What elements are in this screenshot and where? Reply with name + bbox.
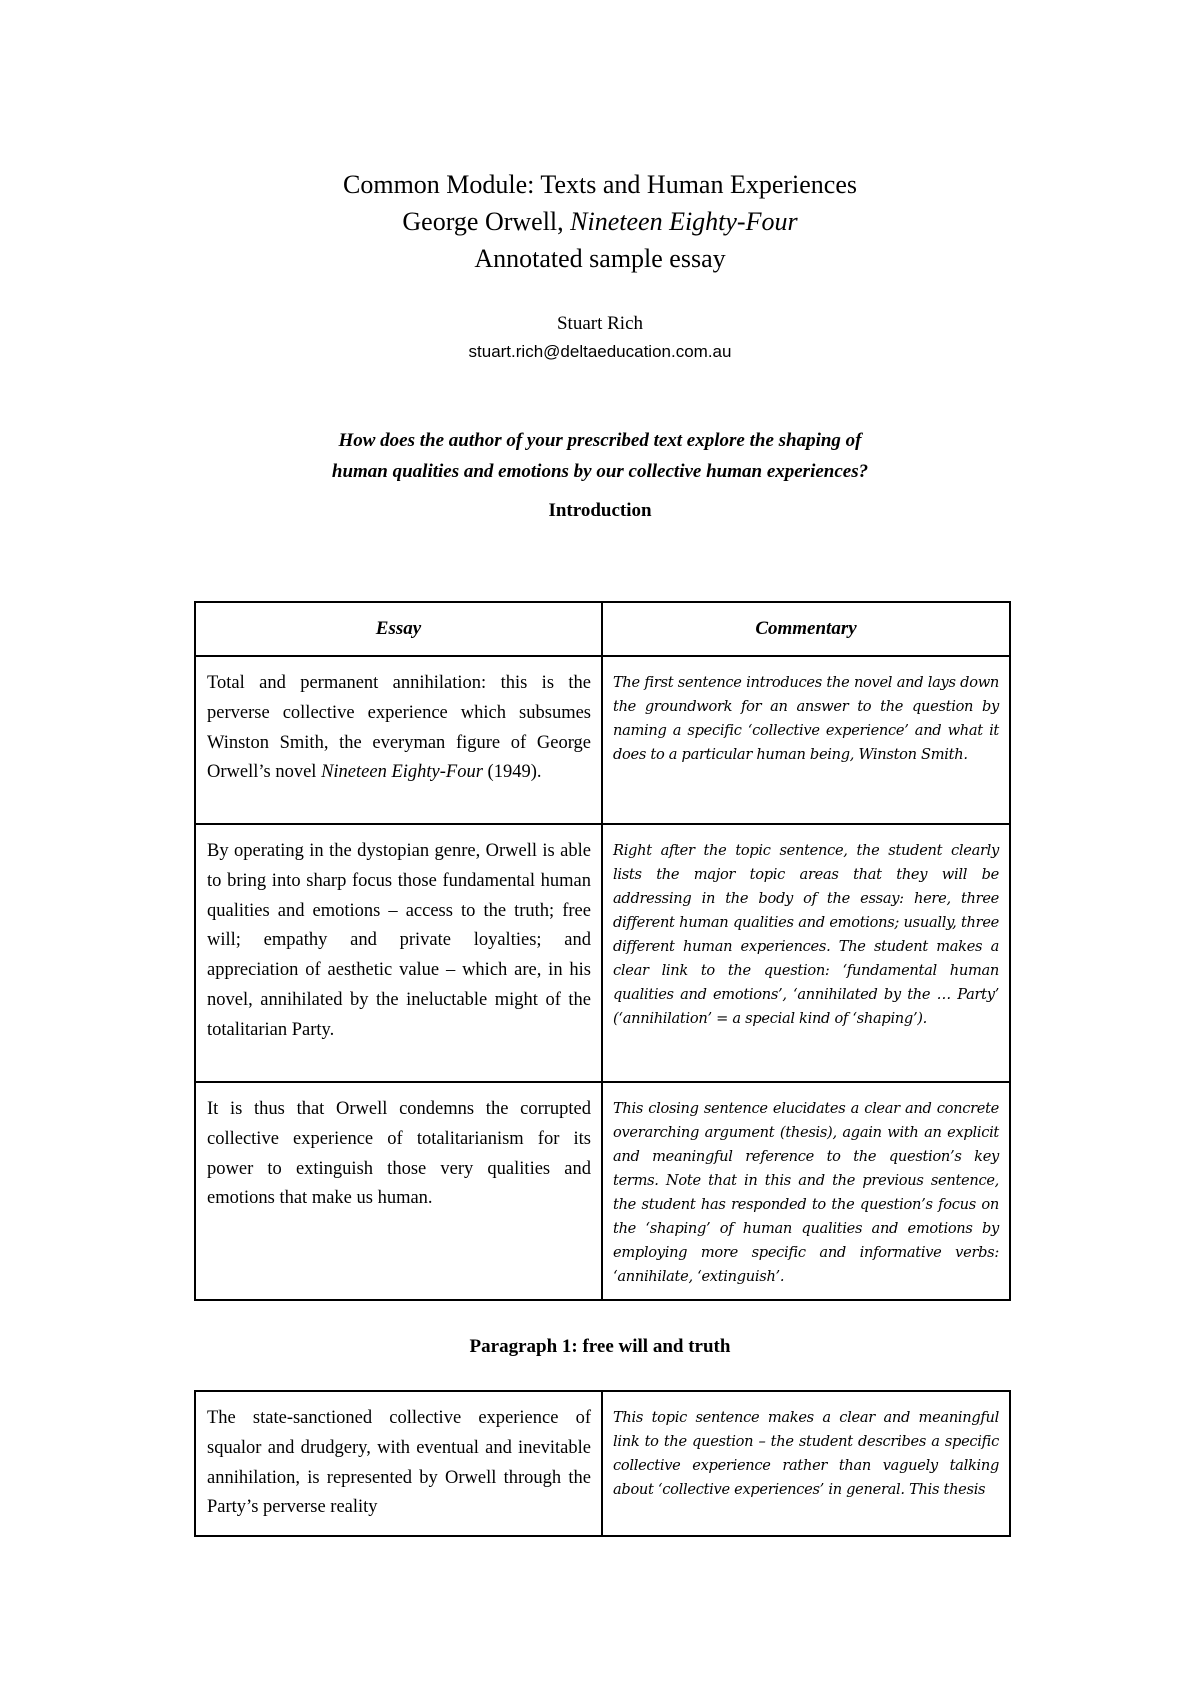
commentary-cell: The first sentence introduces the novel and lays down the groundwork for an answer to the question by naming a specific ‘collective experience’ and what it does to a particular human being, Winston Smith. — [602, 656, 1010, 824]
title-block — [0, 166, 1200, 277]
author-name: Stuart Rich — [556, 313, 644, 334]
text-title: George Orwell, Nineteen Eighty-Four — [402, 207, 798, 236]
essay-question — [0, 425, 1200, 487]
module-title: Common Module: Texts and Human Experiences — [343, 170, 857, 199]
commentary-cell: This closing sentence elucidates a clear and concrete overarching argument (thesis), again with an explicit and meaningful reference to the question’s key terms. Note that in this and the previous sentence, the student has responded to the question’s focus on the ‘shaping’ of human qualities and emotions by employing more specific and informative verbs: ‘annihilate, ‘extinguish’. — [602, 1082, 1010, 1300]
essay-cell: It is thus that Orwell condemns the corrupted collective experience of totalitarianism for its power to extinguish those very qualities and emotions that make us human. — [195, 1082, 602, 1300]
table-header-row — [195, 602, 1010, 656]
document-subtitle: Annotated sample essay — [474, 244, 726, 273]
introduction-heading: Introduction — [548, 500, 652, 521]
table-row — [195, 824, 1010, 1082]
commentary-cell: Right after the topic sentence, the student clearly lists the major topic areas that they will be addressing in the body of the essay: here, three different human qualities and emotions; usually, three different human experiences. The student makes a clear link to the question: ‘fundamental human qualities and emotions’, ‘annihilated by the … Party’ (‘annihilation’ = a special kind of ‘shaping’). — [602, 824, 1010, 1082]
table-row — [195, 656, 1010, 824]
question-line-1: How does the author of your prescribed text explore the shaping of — [338, 430, 862, 451]
commentary-cell: This topic sentence makes a clear and meaningful link to the question – the student describes a specific collective experience rather than vaguely talking about ‘collective experiences’ in general. This thesis — [602, 1391, 1010, 1536]
essay-cell: By operating in the dystopian genre, Orwell is able to bring into sharp focus those fundamental human qualities and emotions – access to the truth; free will; empathy and private loyalties; and appreciation of aesthetic value – which are, in his novel, annihilated by the ineluctable might of the totalitarian Party. — [195, 824, 602, 1082]
question-line-2: human qualities and emotions by our collective human experiences? — [331, 461, 869, 482]
introduction-table — [194, 601, 1011, 1301]
essay-cell: The state-sanctioned collective experience of squalor and drudgery, with eventual and inevitable annihilation, is represented by Orwell through the Party’s perverse reality — [195, 1391, 602, 1536]
essay-column-header: Essay — [195, 602, 602, 656]
author-email[interactable]: stuart.rich@deltaeducation.com.au — [468, 342, 732, 361]
table-row — [195, 1082, 1010, 1300]
paragraph-1-table — [194, 1390, 1011, 1537]
commentary-column-header: Commentary — [602, 602, 1010, 656]
essay-cell: Total and permanent annihilation: this is the perverse collective experience which subsumes Winston Smith, the everyman figure of George Orwell’s novel Nineteen Eighty-Four (1949). — [195, 656, 602, 824]
paragraph-1-heading: Paragraph 1: free will and truth — [469, 1336, 731, 1357]
table-row — [195, 1391, 1010, 1536]
novel-title: Nineteen Eighty-Four — [570, 207, 798, 236]
author-block — [0, 310, 1200, 366]
